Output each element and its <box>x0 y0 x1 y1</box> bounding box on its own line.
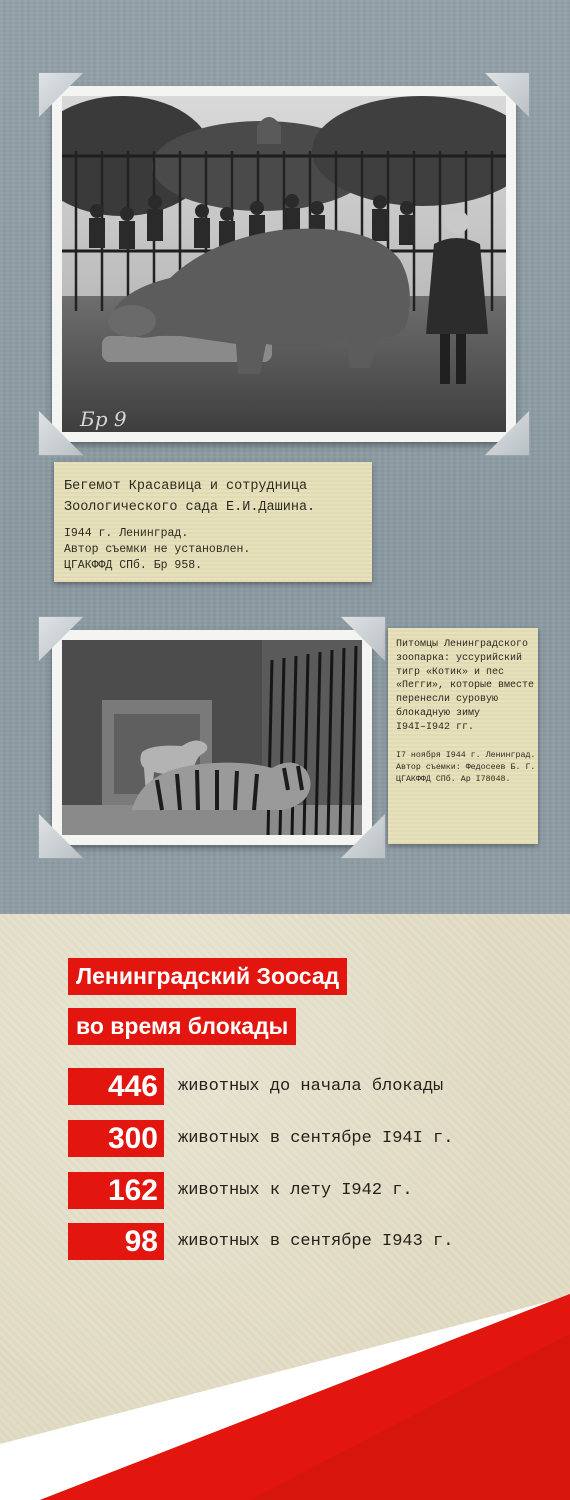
caption-body-line: I944 г. Ленинград. <box>64 527 189 540</box>
photo-hippo-frame <box>52 86 516 442</box>
photo-tiger-frame <box>52 630 372 845</box>
infographic-heading-line2: во время блокады <box>68 1008 296 1045</box>
caption-title-line: Зоологического сада Е.И.Дашина. <box>64 500 316 515</box>
caption-title <box>64 476 364 518</box>
tiger-photo-image <box>62 640 362 835</box>
infographic-section <box>0 914 570 1500</box>
caption-title-line: Бегемот Красавица и сотрудница <box>64 479 308 494</box>
photo-hippo <box>62 96 506 432</box>
caption-body-line: Автор съемки не установлен. <box>64 543 251 556</box>
caption-body <box>396 750 534 786</box>
stat-label: животных в сентябре I943 г. <box>178 1232 454 1251</box>
caption-body-line: Автор съемки: Федосеев Б. Г. <box>396 763 536 772</box>
hippo-photo-image <box>62 96 506 432</box>
caption-body-line: ЦГАКФФД СПб. Бр 958. <box>64 559 203 572</box>
caption-title-line: «Пегги», которые вместе <box>396 680 535 692</box>
caption-body-line: ЦГАКФФД СПб. Ар I78048. <box>396 775 511 784</box>
plate-mark: Бр 9 <box>80 407 127 431</box>
caption-title-line: Питомцы Ленинградского <box>396 639 529 650</box>
caption-body-line: I7 ноября I944 г. Ленинград. <box>396 751 536 760</box>
stat-value: 98 <box>68 1223 164 1260</box>
stat-label: животных в сентябре I94I г. <box>178 1129 454 1148</box>
caption-card-hippo <box>54 462 372 582</box>
infographic-heading-line1: Ленинградский Зоосад <box>68 958 347 995</box>
caption-body <box>64 526 364 574</box>
stat-value: 162 <box>68 1172 164 1209</box>
photo-tiger-dog <box>62 640 362 835</box>
caption-title-line: I94I–I942 гг. <box>396 721 475 733</box>
stat-value: 446 <box>68 1068 164 1105</box>
stat-label: животных к лету I942 г. <box>178 1181 413 1200</box>
stat-value: 300 <box>68 1120 164 1157</box>
stat-label: животных до начала блокады <box>178 1077 444 1096</box>
caption-title-line: зоопарка: уссурийский <box>396 652 523 664</box>
caption-title-line: перенесли суровую <box>396 694 499 706</box>
caption-title-line: блокадную зиму <box>396 707 481 719</box>
caption-card-tiger <box>388 628 538 844</box>
caption-title <box>396 638 534 735</box>
red-ribbon-decoration <box>0 1274 570 1500</box>
caption-title-line: тигр «Котик» и пес <box>396 666 505 678</box>
